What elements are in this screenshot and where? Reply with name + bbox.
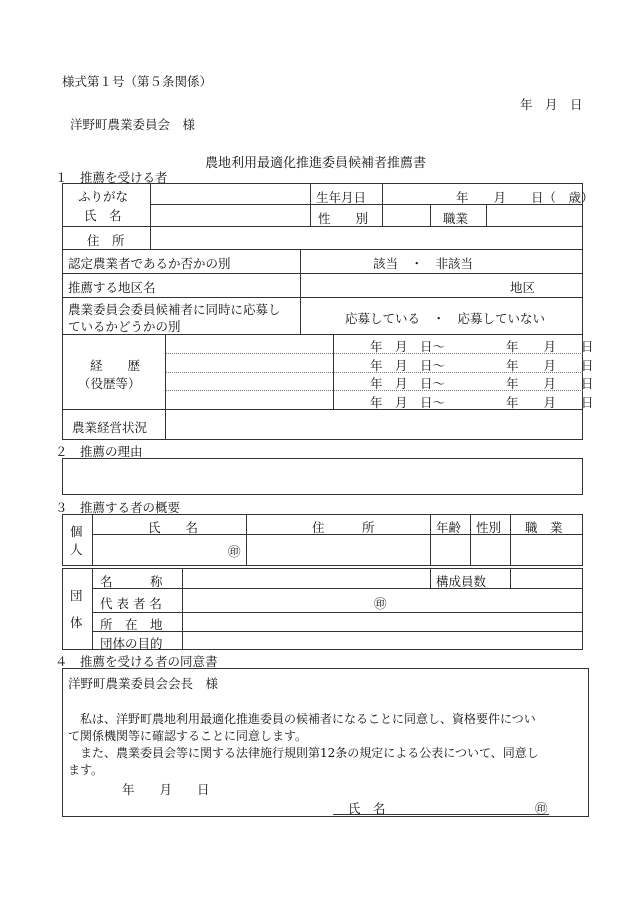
career-from-4: 年 月 日〜 xyxy=(370,395,446,410)
career-to-2: 年 月 日 xyxy=(506,358,594,373)
district-value: 地区 xyxy=(510,280,536,295)
form-number: 様式第１号（第５条関係） xyxy=(62,74,213,89)
consent-p1-line2: て関係機関等に確認することに同意します。 xyxy=(68,729,308,743)
page-title: 農地利用最適化推進委員候補者推薦書 xyxy=(205,156,427,171)
group-label-1: 団 xyxy=(70,588,83,603)
sex-label: 性 別 xyxy=(318,211,369,226)
career-sublabel: （役歴等） xyxy=(78,376,141,391)
career-from-3: 年 月 日〜 xyxy=(370,376,446,391)
name-label: 氏 名 xyxy=(84,208,122,223)
career-from-1: 年 月 日〜 xyxy=(370,339,446,354)
certified-label: 認定農業者であるか否かの別 xyxy=(68,256,231,271)
career-to-4: 年 月 日 xyxy=(506,395,594,410)
individual-label-2: 人 xyxy=(70,542,83,557)
group-name-label: 名 称 xyxy=(100,574,163,589)
group-location-label: 所 在 地 xyxy=(100,617,163,632)
address-label: 住 所 xyxy=(87,233,125,248)
furigana-label: ふりがな xyxy=(78,189,129,204)
consent-p1-line1: 私は、洋野町農地利用最適化推進委員の候補者になることに同意し、資格要件につい xyxy=(80,712,536,726)
apply-label-line2: ているかどうかの別 xyxy=(68,319,181,334)
consent-addressee: 洋野町農業委員会会長 様 xyxy=(68,676,219,691)
job-label: 職業 xyxy=(443,211,469,226)
farm-status-label: 農業経営状況 xyxy=(72,420,148,435)
birth-value: 年 月 日（ 歳） xyxy=(456,190,594,205)
section3-heading: ３ 推薦する者の概要 xyxy=(55,500,181,515)
certified-value: 該当 ・ 非該当 xyxy=(373,256,474,271)
career-from-2: 年 月 日〜 xyxy=(370,358,446,373)
career-to-3: 年 月 日 xyxy=(506,376,594,391)
col-job: 職 業 xyxy=(525,520,563,535)
apply-value: 応募している ・ 応募していない xyxy=(345,311,546,326)
birth-label: 生年月日 xyxy=(316,190,367,205)
group-members-label: 構成員数 xyxy=(436,574,487,589)
section2-heading: ２ 推薦の理由 xyxy=(55,444,143,459)
section4-heading: ４ 推薦を受ける者の同意書 xyxy=(55,654,218,669)
individual-label-1: 個 xyxy=(70,524,83,539)
individual-seal-icon: ㊞ xyxy=(228,544,241,559)
consent-p2-line2: ます。 xyxy=(68,763,104,777)
signature-line[interactable] xyxy=(333,814,549,815)
apply-label-line1: 農業委員会委員候補者に同時に応募し xyxy=(68,302,281,317)
group-seal-icon: ㊞ xyxy=(374,596,387,611)
consent-seal-icon: ㊞ xyxy=(535,801,548,816)
group-rep-label: 代 表 者 名 xyxy=(100,596,162,611)
col-age: 年齢 xyxy=(436,520,462,535)
career-label: 経 歴 xyxy=(90,358,141,373)
consent-sign-label: 氏 名 xyxy=(348,801,386,816)
reason-box[interactable] xyxy=(62,458,583,495)
group-purpose-label: 団体の目的 xyxy=(100,636,163,651)
section1-heading: １ 推薦を受ける者 xyxy=(55,170,168,185)
group-label-2: 体 xyxy=(70,615,83,630)
header-date: 年 月 日 xyxy=(520,97,583,112)
district-label: 推薦する地区名 xyxy=(68,280,156,295)
career-to-1: 年 月 日 xyxy=(506,339,594,354)
col-name: 氏 名 xyxy=(148,520,199,535)
header-addressee: 洋野町農業委員会 様 xyxy=(70,117,196,132)
consent-p2-line1: また、農業委員会等に関する法律施行規則第12条の規定による公表について、同意し xyxy=(80,746,539,760)
col-sex: 性別 xyxy=(476,520,502,535)
col-address: 住 所 xyxy=(312,520,375,535)
consent-date: 年 月 日 xyxy=(122,782,210,797)
